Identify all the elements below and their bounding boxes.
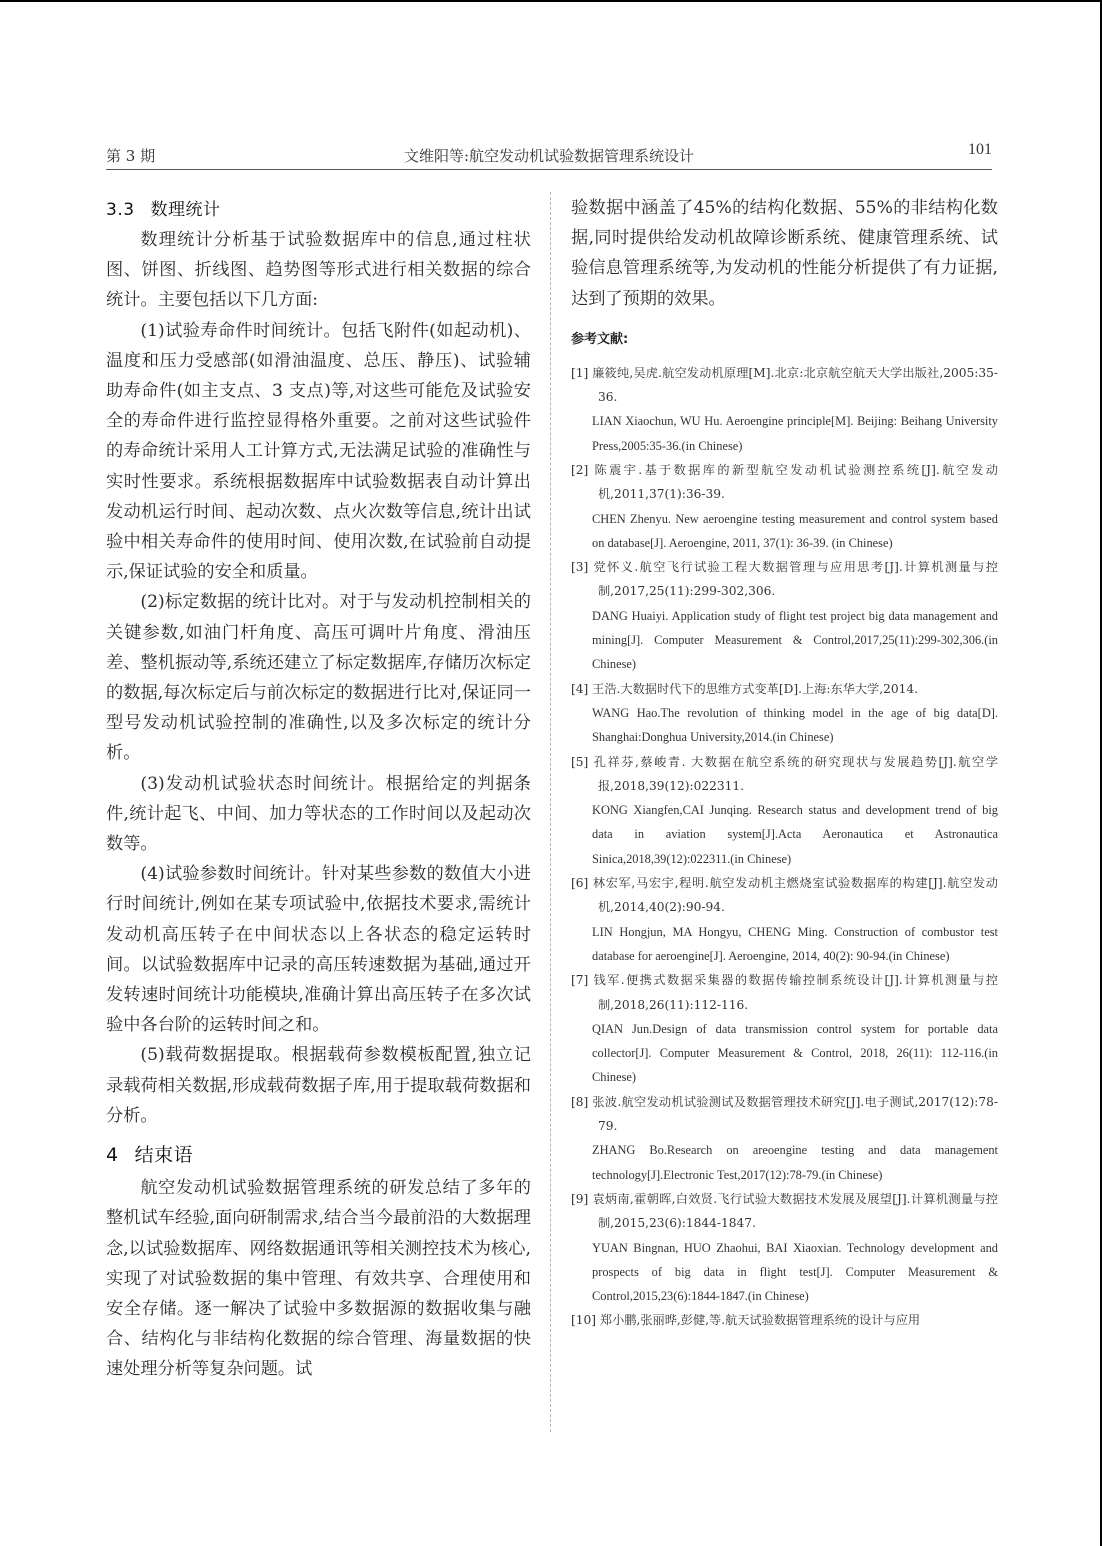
reference-item	[571, 968, 998, 1089]
paragraph: (5)载荷数据提取。根据载荷参数模板配置,独立记录载荷相关数据,形成载荷数据子库,用于提取载荷数据和分析。	[106, 1045, 531, 1126]
section-3-3-heading	[106, 197, 531, 223]
reference-en: CHEN Zhenyu. New aeroengine testing measurement and control system based on database[J]. Aeroengine, 2011, 37(1): 36-39. (in Chinese)	[592, 511, 998, 550]
reference-cn: [8] 张波.航空发动机试验测试及数据管理技术研究[J].电子测试,2017(12):78-79.	[571, 1094, 998, 1134]
conclusion-continuation: 验数据中涵盖了45%的结构化数据、55%的非结构化数据,同时提供给发动机故障诊断系统、健康管理系统、试验信息管理系统等,为发动机的性能分析提供了有力证据,达到了预期的效果。	[571, 198, 998, 309]
reference-en: KONG Xiangfen,CAI Junqing. Research status and development trend of big data in aviation system[J].Acta Aeronautica et Astronautica Sinica,2018,39(12):022311.(in Chinese)	[592, 803, 998, 866]
section-number: 4	[106, 1144, 119, 1167]
reference-en: QIAN Jun.Design of data transmission control system for portable data collector[J]. Computer Measurement & Control, 2018, 26(11): 112-116.(in Chinese)	[592, 1021, 998, 1085]
reference-en: YUAN Bingnan, HUO Zhaohui, BAI Xiaoxian. Technology development and prospects of big data in flight test[J]. Computer Measurement & Control,2015,23(6):1844-1847.(in Chinese)	[592, 1240, 998, 1304]
reference-cn: [7] 钱军.便携式数据采集器的数据传输控制系统设计[J].计算机测量与控制,2018,26(11):112-116.	[571, 973, 998, 1012]
section-title: 数理统计	[150, 200, 221, 220]
paragraph: (1)试验寿命件时间统计。包括飞附件(如起动机)、温度和压力受感部(如滑油温度、总压、静压)、试验辅助寿命件(如主支点、3 支点)等,对这些可能危及试验安全的寿命件进行监控显得格外重要。之前对这些试验件的寿命统计采用人工计算方式,无法满足试验的准确性与实时性要求。系统根据数据库中试验数据表自动计算出发动机运行时间、起动次数、点火次数等信息,统计出试验中相关寿命件的使用时间、使用次数,在试验前自动提示,保证试验的安全和质量。	[106, 320, 531, 583]
paragraph: (4)试验参数时间统计。针对某些参数的数值大小进行时间统计,例如在某专项试验中,依据技术要求,需统计发动机高压转子在中间状态以上各状态的稳定运转时间。以试验数据库中记录的高压转速数据为基础,通过开发转速时间统计功能模块,准确计算出高压转子在多次试验中各台阶的运转时间之和。	[106, 864, 531, 1036]
paragraph: (3)发动机试验状态时间统计。根据给定的判据条件,统计起飞、中间、加力等状态的工作时间以及起动次数等。	[106, 773, 531, 855]
reference-en: WANG Hao.The revolution of thinking model in the age of big data[D]. Shanghai:Donghua University,2014.(in Chinese)	[592, 705, 998, 745]
right-column	[571, 193, 998, 1333]
reference-cn: [1] 廉筱纯,吴虎.航空发动机原理[M].北京:北京航空航天大学出版社,2005:35-36.	[571, 365, 998, 405]
references-title: 参考文献:	[571, 331, 629, 347]
section-4-heading	[106, 1139, 531, 1171]
issue-number: 第 3 期	[106, 147, 156, 165]
top-border-line	[0, 0, 1102, 2]
reference-en: LIN Hongjun, MA Hongyu, CHENG Ming. Construction of combustor test database for aeroengine[J]. Aeroengine, 2014, 40(2): 90-94.(in Chinese)	[592, 924, 998, 963]
reference-item	[571, 677, 998, 750]
reference-en: ZHANG Bo.Research on areoengine testing and data management technology[J].Electronic Test,2017(12):78-79.(in Chinese)	[592, 1143, 998, 1182]
reference-en: DANG Huaiyi. Application study of flight test project big data management and mining[J]. Computer Measurement & Control,2017,25(11):299-302,306.(in Chinese)	[592, 608, 998, 672]
running-title: 文维阳等:航空发动机试验数据管理系统设计	[403, 147, 695, 165]
reference-cn: [10] 郑小鹏,张丽晔,彭健,等.航天试验数据管理系统的设计与应用	[571, 1313, 921, 1328]
reference-cn: [6] 林宏军,马宏宇,程明.航空发动机主燃烧室试验数据库的构建[J].航空发动机,2014,40(2):90-94.	[571, 876, 998, 915]
reference-item	[571, 1308, 998, 1332]
reference-item	[571, 871, 998, 968]
reference-item	[571, 458, 998, 555]
reference-item	[571, 1187, 998, 1308]
reference-item	[571, 555, 998, 676]
reference-en: LIAN Xiaochun, WU Hu. Aeroengine principle[M]. Beijing: Beihang University Press,2005:35-36.(in Chinese)	[592, 414, 998, 453]
reference-cn: [4] 王浩.大数据时代下的思维方式变革[D].上海:东华大学,2014.	[571, 681, 918, 696]
section-number: 3.3	[106, 200, 135, 220]
section-title: 结束语	[134, 1144, 194, 1167]
left-column	[106, 193, 531, 1385]
page-number: 101	[968, 141, 992, 158]
reference-cn: [2] 陈震宇.基于数据库的新型航空发动机试验测控系统[J].航空发动机,2011,37(1):36-39.	[571, 463, 998, 502]
conclusion-paragraph: 航空发动机试验数据管理系统的研发总结了多年的整机试车经验,面向研制需求,结合当今最前沿的大数据理念,以试验数据库、网络数据通讯等相关测控技术为核心,实现了对试验数据的集中管理、有效共享、合理使用和安全存储。逐一解决了试验中多数据源的数据收集与融合、结构化与非结构化数据的综合管理、海量数据的快速处理分析等复杂问题。试	[106, 1178, 531, 1380]
reference-cn: [5] 孔祥芬,蔡峻青. 大数据在航空系统的研究现状与发展趋势[J].航空学报,2018,39(12):022311.	[571, 754, 998, 793]
reference-item	[571, 1090, 998, 1187]
reference-cn: [3] 党怀义.航空飞行试验工程大数据管理与应用思考[J].计算机测量与控制,2017,25(11):299-302,306.	[571, 560, 998, 599]
header-rule	[106, 169, 992, 170]
reference-cn: [9] 袁炳南,霍朝晖,白效贤.飞行试验大数据技术发展及展望[J].计算机测量与控制,2015,23(6):1844-1847.	[571, 1191, 998, 1231]
reference-list	[571, 361, 998, 1333]
reference-item	[571, 361, 998, 458]
reference-item	[571, 750, 998, 871]
page-header	[106, 141, 992, 167]
paragraph: (2)标定数据的统计比对。对于与发动机控制相关的关键参数,如油门杆角度、高压可调叶片角度、滑油压差、整机振动等,系统还建立了标定数据库,存储历次标定的数据,每次标定后与前次标定的数据进行比对,保证同一型号发动机试验控制的准确性,以及多次标定的统计分析。	[106, 592, 531, 764]
paragraph: 数理统计分析基于试验数据库中的信息,通过柱状图、饼图、折线图、趋势图等形式进行相关数据的综合统计。主要包括以下几方面:	[106, 230, 531, 311]
column-divider	[550, 192, 551, 1432]
